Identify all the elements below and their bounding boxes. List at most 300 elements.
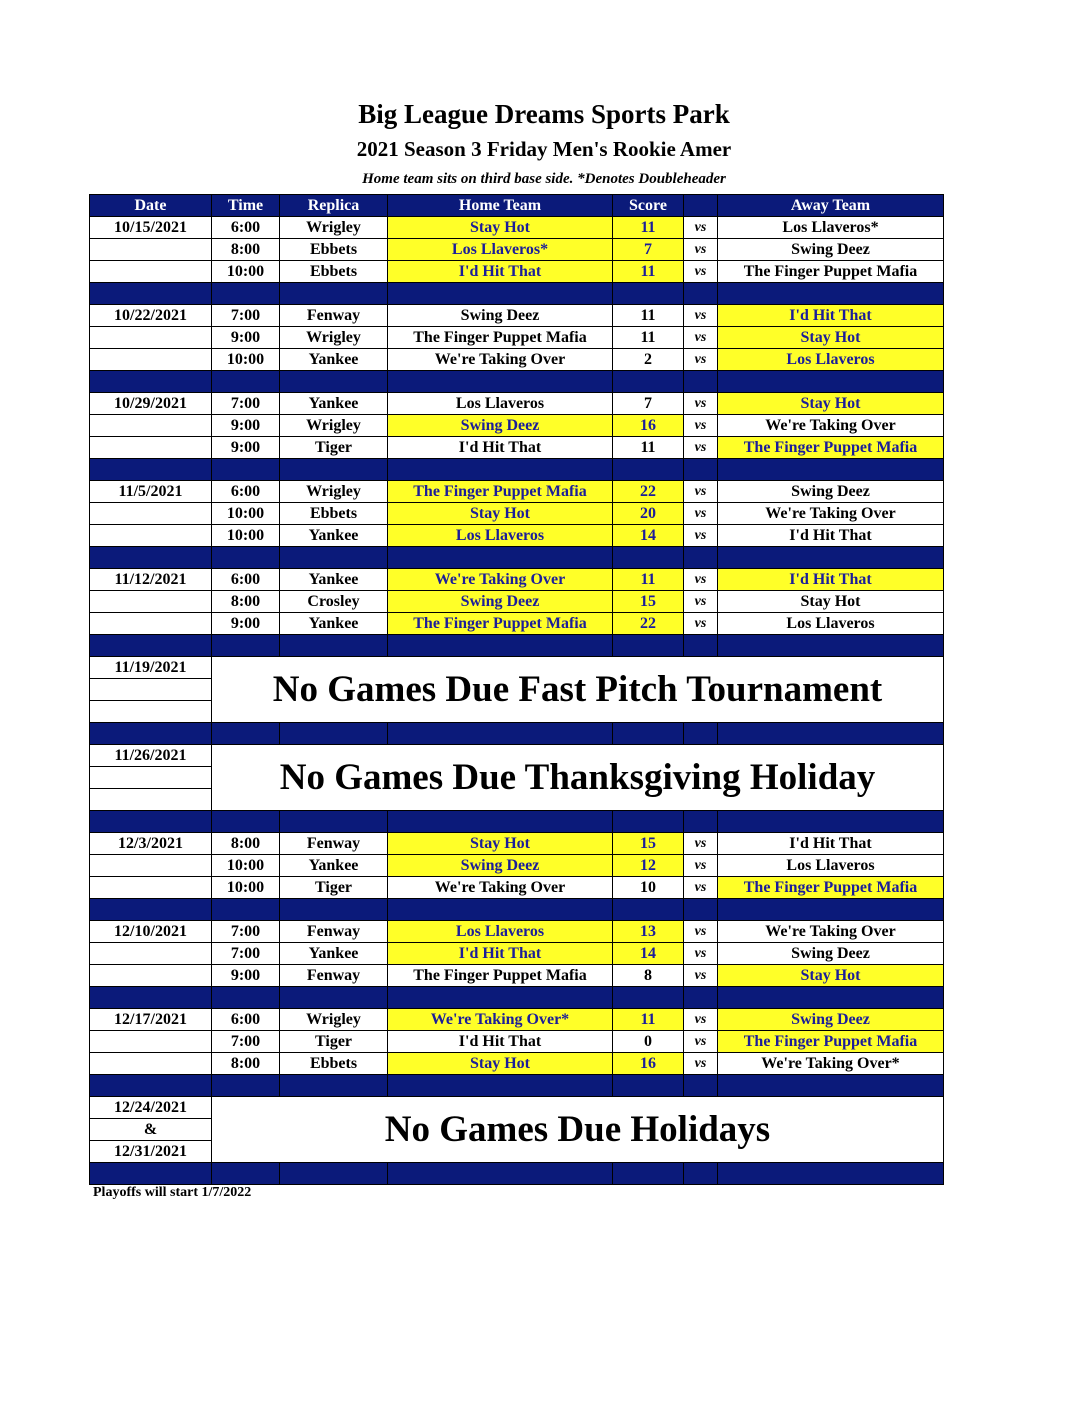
game-score: 22 [613, 481, 684, 503]
separator-cell [212, 987, 280, 1009]
game-row [90, 613, 944, 635]
game-row [90, 261, 944, 283]
separator-cell [280, 1075, 388, 1097]
game-score: 12 [613, 855, 684, 877]
game-row [90, 415, 944, 437]
separator-row [90, 371, 944, 393]
game-date [90, 261, 212, 283]
game-score: 16 [613, 1053, 684, 1075]
no-games-row [90, 745, 944, 767]
game-time: 9:00 [212, 613, 280, 635]
home-team: Stay Hot [388, 503, 613, 525]
away-team: I'd Hit That [718, 525, 944, 547]
separator-cell [684, 1163, 718, 1185]
game-score: 20 [613, 503, 684, 525]
game-row [90, 437, 944, 459]
game-time: 8:00 [212, 239, 280, 261]
vs-label: vs [684, 613, 718, 635]
game-row [90, 1009, 944, 1031]
vs-label: vs [684, 503, 718, 525]
separator-row [90, 635, 944, 657]
separator-row [90, 547, 944, 569]
game-score: 15 [613, 833, 684, 855]
game-date: 11/26/2021 [90, 745, 212, 767]
separator-cell [613, 635, 684, 657]
away-team: We're Taking Over [718, 921, 944, 943]
vs-label: vs [684, 239, 718, 261]
separator-cell [212, 459, 280, 481]
game-replica: Wrigley [280, 327, 388, 349]
game-score: 11 [613, 261, 684, 283]
away-team: Stay Hot [718, 327, 944, 349]
game-date [90, 855, 212, 877]
game-replica: Wrigley [280, 481, 388, 503]
game-date [90, 415, 212, 437]
separator-cell [212, 547, 280, 569]
vs-label: vs [684, 1031, 718, 1053]
vs-label: vs [684, 437, 718, 459]
game-date: 12/17/2021 [90, 1009, 212, 1031]
game-row [90, 525, 944, 547]
away-team: Los Llaveros [718, 349, 944, 371]
separator-cell [388, 547, 613, 569]
away-team: I'd Hit That [718, 569, 944, 591]
separator-cell [90, 547, 212, 569]
col-score: Score [613, 195, 684, 217]
separator-cell [684, 283, 718, 305]
col-home-team: Home Team [388, 195, 613, 217]
game-score: 22 [613, 613, 684, 635]
game-time: 7:00 [212, 1031, 280, 1053]
separator-cell [280, 1163, 388, 1185]
separator-cell [388, 635, 613, 657]
home-team: Swing Deez [388, 415, 613, 437]
game-row [90, 1031, 944, 1053]
game-time: 9:00 [212, 437, 280, 459]
game-score: 13 [613, 921, 684, 943]
home-team: I'd Hit That [388, 437, 613, 459]
separator-cell [280, 987, 388, 1009]
separator-cell [388, 1075, 613, 1097]
separator-cell [684, 371, 718, 393]
col-vs [684, 195, 718, 217]
separator-cell [90, 371, 212, 393]
home-team: Los Llaveros [388, 921, 613, 943]
game-score: 14 [613, 943, 684, 965]
separator-row [90, 283, 944, 305]
vs-label: vs [684, 415, 718, 437]
separator-cell [90, 1075, 212, 1097]
vs-label: vs [684, 1053, 718, 1075]
separator-cell [280, 899, 388, 921]
game-date: 10/22/2021 [90, 305, 212, 327]
home-team: Swing Deez [388, 855, 613, 877]
separator-cell [280, 811, 388, 833]
game-date: 11/5/2021 [90, 481, 212, 503]
separator-cell [613, 283, 684, 305]
home-team: Stay Hot [388, 833, 613, 855]
home-team: We're Taking Over [388, 349, 613, 371]
vs-label: vs [684, 327, 718, 349]
away-team: Swing Deez [718, 1009, 944, 1031]
home-team: The Finger Puppet Mafia [388, 327, 613, 349]
game-replica: Tiger [280, 877, 388, 899]
separator-row [90, 1163, 944, 1185]
game-date [90, 789, 212, 811]
game-replica: Fenway [280, 965, 388, 987]
no-games-message: No Games Due Thanksgiving Holiday [212, 745, 944, 811]
game-date [90, 877, 212, 899]
separator-cell [718, 635, 944, 657]
game-date [90, 767, 212, 789]
game-row [90, 921, 944, 943]
vs-label: vs [684, 481, 718, 503]
game-time: 7:00 [212, 305, 280, 327]
game-replica: Ebbets [280, 239, 388, 261]
game-score: 0 [613, 1031, 684, 1053]
vs-label: vs [684, 833, 718, 855]
separator-cell [684, 1075, 718, 1097]
game-date [90, 239, 212, 261]
separator-cell [613, 987, 684, 1009]
separator-cell [280, 547, 388, 569]
game-row [90, 965, 944, 987]
game-score: 11 [613, 437, 684, 459]
separator-cell [718, 547, 944, 569]
separator-cell [684, 547, 718, 569]
game-time: 9:00 [212, 965, 280, 987]
game-date [90, 503, 212, 525]
game-time: 10:00 [212, 349, 280, 371]
separator-cell [613, 811, 684, 833]
separator-cell [388, 723, 613, 745]
away-team: We're Taking Over [718, 503, 944, 525]
separator-cell [718, 723, 944, 745]
separator-row [90, 723, 944, 745]
separator-cell [90, 811, 212, 833]
away-team: The Finger Puppet Mafia [718, 261, 944, 283]
home-team: Stay Hot [388, 217, 613, 239]
game-replica: Yankee [280, 393, 388, 415]
game-replica: Yankee [280, 943, 388, 965]
away-team: Los Llaveros [718, 613, 944, 635]
separator-cell [388, 811, 613, 833]
separator-cell [613, 899, 684, 921]
game-row [90, 327, 944, 349]
separator-cell [280, 459, 388, 481]
separator-cell [613, 1163, 684, 1185]
game-replica: Yankee [280, 349, 388, 371]
separator-cell [90, 283, 212, 305]
away-team: The Finger Puppet Mafia [718, 437, 944, 459]
home-team: I'd Hit That [388, 943, 613, 965]
no-games-message: No Games Due Holidays [212, 1097, 944, 1163]
vs-label: vs [684, 943, 718, 965]
separator-cell [90, 635, 212, 657]
separator-cell [718, 899, 944, 921]
game-time: 7:00 [212, 943, 280, 965]
page-title: Big League Dreams Sports Park [358, 99, 730, 129]
separator-cell [90, 987, 212, 1009]
home-team: We're Taking Over [388, 877, 613, 899]
game-date: 12/3/2021 [90, 833, 212, 855]
game-time: 6:00 [212, 217, 280, 239]
separator-cell [613, 547, 684, 569]
game-date [90, 701, 212, 723]
game-row [90, 943, 944, 965]
game-score: 8 [613, 965, 684, 987]
away-team: Stay Hot [718, 393, 944, 415]
separator-cell [388, 371, 613, 393]
game-score: 10 [613, 877, 684, 899]
separator-cell [388, 283, 613, 305]
separator-cell [718, 811, 944, 833]
game-replica: Wrigley [280, 217, 388, 239]
game-time: 6:00 [212, 481, 280, 503]
game-row [90, 877, 944, 899]
vs-label: vs [684, 921, 718, 943]
game-replica: Yankee [280, 613, 388, 635]
game-row [90, 503, 944, 525]
game-row [90, 855, 944, 877]
separator-cell [212, 635, 280, 657]
no-games-row [90, 1097, 944, 1119]
separator-cell [613, 371, 684, 393]
game-replica: Fenway [280, 921, 388, 943]
separator-cell [684, 811, 718, 833]
game-date [90, 437, 212, 459]
separator-cell [90, 459, 212, 481]
separator-row [90, 899, 944, 921]
col-time: Time [212, 195, 280, 217]
separator-cell [613, 723, 684, 745]
game-replica: Yankee [280, 525, 388, 547]
separator-cell [212, 283, 280, 305]
game-date: 12/10/2021 [90, 921, 212, 943]
game-date: 10/29/2021 [90, 393, 212, 415]
game-date: & [90, 1119, 212, 1141]
game-time: 10:00 [212, 503, 280, 525]
separator-cell [613, 1075, 684, 1097]
game-row [90, 569, 944, 591]
game-date: 11/19/2021 [90, 657, 212, 679]
separator-cell [718, 459, 944, 481]
col-replica: Replica [280, 195, 388, 217]
game-score: 7 [613, 393, 684, 415]
game-time: 9:00 [212, 327, 280, 349]
separator-cell [613, 459, 684, 481]
home-team: I'd Hit That [388, 1031, 613, 1053]
game-row [90, 833, 944, 855]
game-row [90, 393, 944, 415]
game-row [90, 481, 944, 503]
game-score: 11 [613, 305, 684, 327]
vs-label: vs [684, 591, 718, 613]
game-time: 9:00 [212, 415, 280, 437]
game-row [90, 217, 944, 239]
game-replica: Tiger [280, 437, 388, 459]
game-replica: Yankee [280, 569, 388, 591]
game-score: 14 [613, 525, 684, 547]
home-team: Los Llaveros [388, 393, 613, 415]
game-date [90, 1031, 212, 1053]
game-row [90, 239, 944, 261]
separator-cell [212, 811, 280, 833]
game-replica: Fenway [280, 833, 388, 855]
game-score: 16 [613, 415, 684, 437]
separator-row [90, 1075, 944, 1097]
separator-row [90, 459, 944, 481]
game-time: 6:00 [212, 1009, 280, 1031]
home-team: The Finger Puppet Mafia [388, 965, 613, 987]
away-team: I'd Hit That [718, 305, 944, 327]
away-team: Stay Hot [718, 591, 944, 613]
game-time: 10:00 [212, 261, 280, 283]
away-team: We're Taking Over* [718, 1053, 944, 1075]
game-score: 11 [613, 217, 684, 239]
separator-cell [280, 371, 388, 393]
schedule-note: Home team sits on third base side. *Denotes Doubleheader [362, 171, 726, 187]
game-time: 8:00 [212, 833, 280, 855]
game-date [90, 525, 212, 547]
game-replica: Wrigley [280, 1009, 388, 1031]
vs-label: vs [684, 393, 718, 415]
game-score: 2 [613, 349, 684, 371]
away-team: We're Taking Over [718, 415, 944, 437]
vs-label: vs [684, 877, 718, 899]
vs-label: vs [684, 525, 718, 547]
game-date [90, 327, 212, 349]
game-replica: Ebbets [280, 1053, 388, 1075]
game-time: 8:00 [212, 1053, 280, 1075]
col-away-team: Away Team [718, 195, 944, 217]
home-team: Swing Deez [388, 305, 613, 327]
game-time: 7:00 [212, 393, 280, 415]
page-subtitle: 2021 Season 3 Friday Men's Rookie Amer [356, 137, 732, 161]
separator-cell [718, 283, 944, 305]
game-score: 11 [613, 327, 684, 349]
game-replica: Tiger [280, 1031, 388, 1053]
away-team: Los Llaveros [718, 855, 944, 877]
vs-label: vs [684, 217, 718, 239]
vs-label: vs [684, 261, 718, 283]
game-row [90, 349, 944, 371]
separator-cell [684, 459, 718, 481]
game-date [90, 613, 212, 635]
home-team: Los Llaveros [388, 525, 613, 547]
schedule-table [89, 194, 944, 1185]
away-team: Stay Hot [718, 965, 944, 987]
game-score: 11 [613, 569, 684, 591]
home-team: The Finger Puppet Mafia [388, 481, 613, 503]
header-row [90, 195, 944, 217]
separator-cell [718, 371, 944, 393]
game-score: 15 [613, 591, 684, 613]
game-row [90, 305, 944, 327]
vs-label: vs [684, 349, 718, 371]
separator-row [90, 811, 944, 833]
away-team: Swing Deez [718, 239, 944, 261]
game-time: 6:00 [212, 569, 280, 591]
home-team: Los Llaveros* [388, 239, 613, 261]
game-date: 12/31/2021 [90, 1141, 212, 1163]
game-date [90, 349, 212, 371]
separator-cell [684, 987, 718, 1009]
game-date: 11/12/2021 [90, 569, 212, 591]
separator-cell [90, 723, 212, 745]
away-team: Swing Deez [718, 481, 944, 503]
vs-label: vs [684, 1009, 718, 1031]
home-team: Stay Hot [388, 1053, 613, 1075]
separator-cell [280, 723, 388, 745]
game-date [90, 943, 212, 965]
vs-label: vs [684, 305, 718, 327]
separator-cell [212, 1163, 280, 1185]
separator-cell [90, 899, 212, 921]
separator-cell [388, 987, 613, 1009]
game-replica: Wrigley [280, 415, 388, 437]
game-replica: Fenway [280, 305, 388, 327]
home-team: Swing Deez [388, 591, 613, 613]
vs-label: vs [684, 569, 718, 591]
separator-row [90, 987, 944, 1009]
separator-cell [388, 1163, 613, 1185]
separator-cell [684, 635, 718, 657]
separator-cell [718, 1163, 944, 1185]
game-date [90, 591, 212, 613]
game-time: 8:00 [212, 591, 280, 613]
away-team: Los Llaveros* [718, 217, 944, 239]
game-time: 10:00 [212, 525, 280, 547]
game-date: 12/24/2021 [90, 1097, 212, 1119]
away-team: The Finger Puppet Mafia [718, 877, 944, 899]
separator-cell [280, 283, 388, 305]
no-games-message: No Games Due Fast Pitch Tournament [212, 657, 944, 723]
game-time: 10:00 [212, 855, 280, 877]
separator-cell [212, 371, 280, 393]
col-date: Date [90, 195, 212, 217]
separator-cell [280, 635, 388, 657]
separator-cell [684, 723, 718, 745]
separator-cell [212, 899, 280, 921]
game-date: 10/15/2021 [90, 217, 212, 239]
game-replica: Crosley [280, 591, 388, 613]
game-replica: Ebbets [280, 261, 388, 283]
game-date [90, 965, 212, 987]
vs-label: vs [684, 965, 718, 987]
game-time: 7:00 [212, 921, 280, 943]
home-team: I'd Hit That [388, 261, 613, 283]
game-row [90, 1053, 944, 1075]
game-date [90, 679, 212, 701]
away-team: Swing Deez [718, 943, 944, 965]
home-team: We're Taking Over [388, 569, 613, 591]
game-row [90, 591, 944, 613]
home-team: The Finger Puppet Mafia [388, 613, 613, 635]
game-score: 7 [613, 239, 684, 261]
separator-cell [388, 899, 613, 921]
separator-cell [684, 899, 718, 921]
game-date [90, 1053, 212, 1075]
no-games-row [90, 657, 944, 679]
away-team: I'd Hit That [718, 833, 944, 855]
game-time: 10:00 [212, 877, 280, 899]
separator-cell [718, 987, 944, 1009]
playoffs-note: Playoffs will start 1/7/2022 [93, 1185, 252, 1200]
game-replica: Ebbets [280, 503, 388, 525]
home-team: We're Taking Over* [388, 1009, 613, 1031]
vs-label: vs [684, 855, 718, 877]
